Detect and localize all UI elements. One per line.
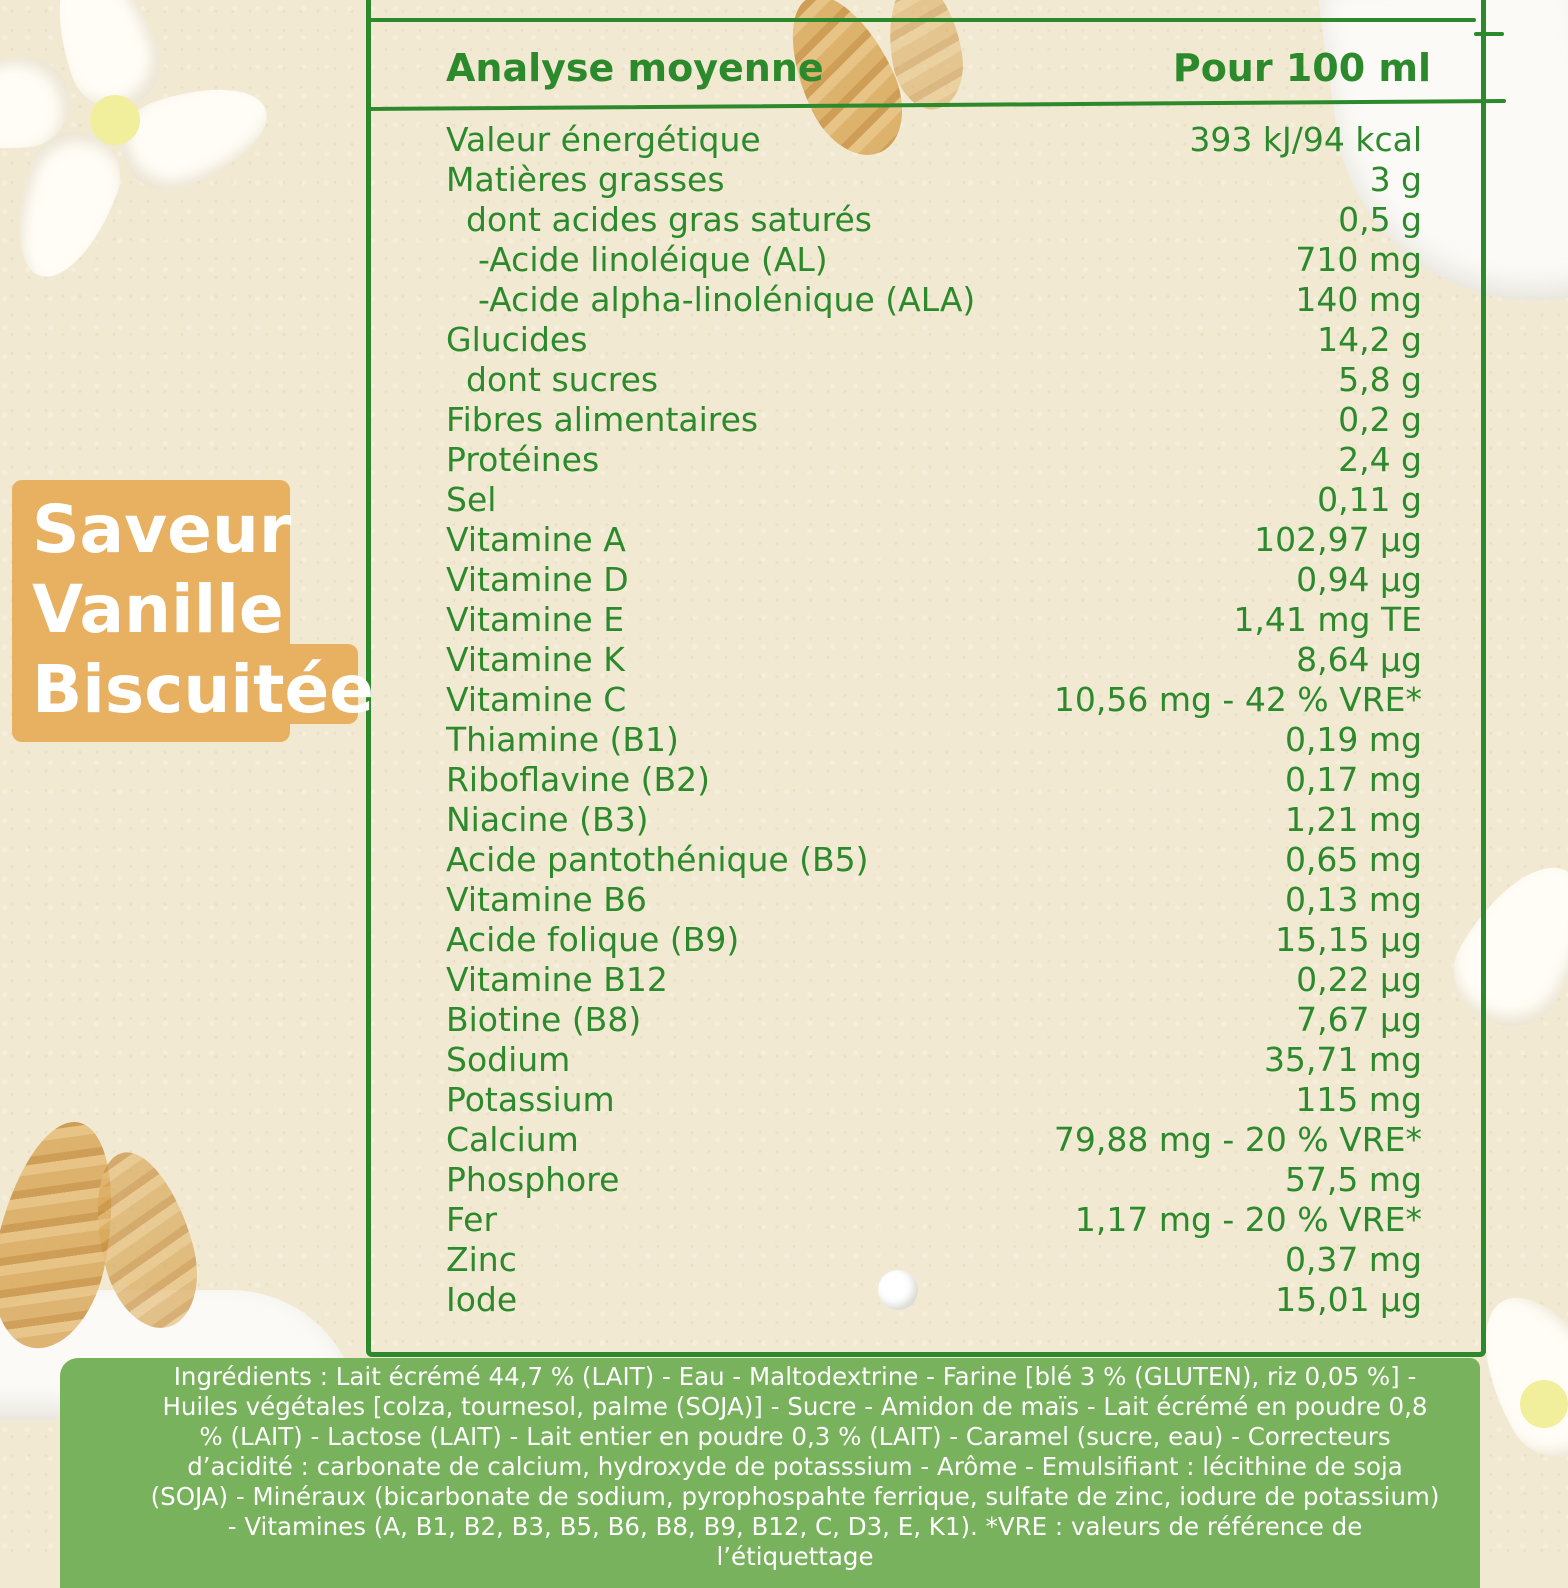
nutrient-value: 10,56 mg - 42 % VRE* [1053,680,1422,719]
nutrition-rows [446,120,1422,1320]
nutrient-value: 2,4 g [1338,440,1422,479]
table-top-rule [366,18,1476,22]
nutrient-label: Sodium [446,1040,571,1079]
table-row [446,400,1422,440]
table-row [446,1240,1422,1280]
nutrient-label: Riboflavine (B2) [446,760,711,799]
tag-line-2: Vanille [32,571,284,648]
table-row [446,600,1422,640]
nutrient-label: Niacine (B3) [446,800,649,839]
table-header [446,40,1431,100]
nutrient-value: 0,19 mg [1284,720,1422,759]
nutrient-value: 5,8 g [1338,360,1422,399]
table-row [446,960,1422,1000]
nutrient-value: 0,65 mg [1284,840,1422,879]
table-row [446,1040,1422,1080]
nutrient-label: Phosphore [446,1160,620,1199]
nutrient-value: 3 g [1369,160,1422,199]
table-row [446,1000,1422,1040]
table-row [446,520,1422,560]
table-row [446,1200,1422,1240]
header-per-100ml: Pour 100 ml [1172,46,1431,90]
nutrient-value: 115 mg [1295,1080,1422,1119]
table-row [446,1120,1422,1160]
table-row [446,360,1422,400]
nutrient-value: 8,64 µg [1296,640,1422,679]
nutrient-label: Vitamine K [446,640,625,679]
nutrient-label: -Acide linoléique (AL) [478,240,828,279]
nutrient-value: 710 mg [1295,240,1422,279]
flavor-tag [12,480,375,742]
table-side-tick [1474,32,1504,36]
nutrient-value: 0,11 g [1317,480,1422,519]
ingredients-text: Ingrédients : Lait écrémé 44,7 % (LAIT) - Eau - Maltodextrine - Farine [blé 3 % (GLUTEN), riz 0,05 %] - Huiles végétales [colza, tournesol, palme (SOJA)] - Sucre - Amidon de maïs - Lait écrémé en poudre 0,8 % (LAIT) - Lactose (LAIT) - Lait entier en poudre 0,3 % (LAIT) - Caramel (sucre, eau) - Correcteurs d’acidité : carbonate de calcium, hydroxyde de potasssium - Arôme - Emulsifiant : lécithine de soja (SOJA) - Minéraux (bicarbonate de sodium, pyrophospahte ferrique, sulfate de zinc, iodure de potassium) - Vitamines (A, B1, B2, B3, B5, B6, B8, B9, B12, C, D3, E, K1). *VRE : valeurs de référence de l’étiquettage [150,1362,1440,1571]
tag-line-1: Saveur [32,491,292,568]
nutrient-label: dont acides gras saturés [466,200,872,239]
nutrient-label: Vitamine D [446,560,629,599]
table-row [446,760,1422,800]
nutrient-label: Vitamine B6 [446,880,647,919]
nutrient-label: -Acide alpha-linolénique (ALA) [478,280,976,319]
nutrient-label: Potassium [446,1080,615,1119]
nutrient-label: Vitamine E [446,600,625,639]
nutrient-value: 0,22 µg [1296,960,1422,999]
nutrient-label: dont sucres [466,360,659,399]
table-row [446,560,1422,600]
nutrient-value: 0,17 mg [1284,760,1422,799]
nutrient-label: Vitamine C [446,680,627,719]
nutrient-value: 0,94 µg [1296,560,1422,599]
nutrient-label: Sel [446,480,497,519]
nutrient-label: Biotine (B8) [446,1000,642,1039]
nutrient-value: 0,13 mg [1284,880,1422,919]
nutrient-value: 15,01 µg [1275,1280,1422,1319]
table-row [446,320,1422,360]
nutrient-label: Protéines [446,440,600,479]
nutrient-label: Valeur énergétique [446,120,761,159]
nutrient-value: 14,2 g [1317,320,1422,359]
table-row [446,1280,1422,1320]
nutrient-label: Matières grasses [446,160,725,199]
nutrient-label: Acide pantothénique (B5) [446,840,869,879]
nutrient-value: 15,15 µg [1275,920,1422,959]
nutrient-label: Fibres alimentaires [446,400,759,439]
tag-line-3: Biscuitée [32,651,375,728]
table-row [446,640,1422,680]
table-row [446,720,1422,760]
table-row [446,200,1422,240]
nutrient-value: 1,17 mg - 20 % VRE* [1074,1200,1422,1239]
nutrient-value: 102,97 µg [1254,520,1422,559]
table-row [446,160,1422,200]
nutrient-label: Vitamine B12 [446,960,668,999]
nutrient-value: 79,88 mg - 20 % VRE* [1053,1120,1422,1159]
nutrient-value: 140 mg [1295,280,1422,319]
nutrient-label: Thiamine (B1) [446,720,679,759]
nutrient-label: Acide folique (B9) [446,920,740,959]
table-row [446,680,1422,720]
nutrient-label: Zinc [446,1240,517,1279]
nutrient-value: 7,67 µg [1296,1000,1422,1039]
table-row [446,920,1422,960]
table-row [446,120,1422,160]
nutrient-label: Glucides [446,320,588,359]
nutrient-value: 1,41 mg TE [1233,600,1422,639]
nutrient-value: 0,5 g [1338,200,1422,239]
table-row [446,480,1422,520]
table-row [446,840,1422,880]
nutrient-value: 57,5 mg [1284,1160,1422,1199]
table-row [446,800,1422,840]
table-row [446,280,1422,320]
table-row [446,880,1422,920]
nutrient-value: 0,2 g [1338,400,1422,439]
nutrient-value: 35,71 mg [1263,1040,1422,1079]
table-row [446,1160,1422,1200]
nutrient-label: Vitamine A [446,520,626,559]
header-analyse: Analyse moyenne [446,46,824,90]
table-row [446,440,1422,480]
nutrient-label: Iode [446,1280,518,1319]
nutrient-value: 393 kJ/94 kcal [1189,120,1422,159]
nutrient-value: 0,37 mg [1284,1240,1422,1279]
table-row [446,1080,1422,1120]
nutrient-value: 1,21 mg [1284,800,1422,839]
nutrient-label: Calcium [446,1120,579,1159]
nutrient-label: Fer [446,1200,498,1239]
table-row [446,240,1422,280]
